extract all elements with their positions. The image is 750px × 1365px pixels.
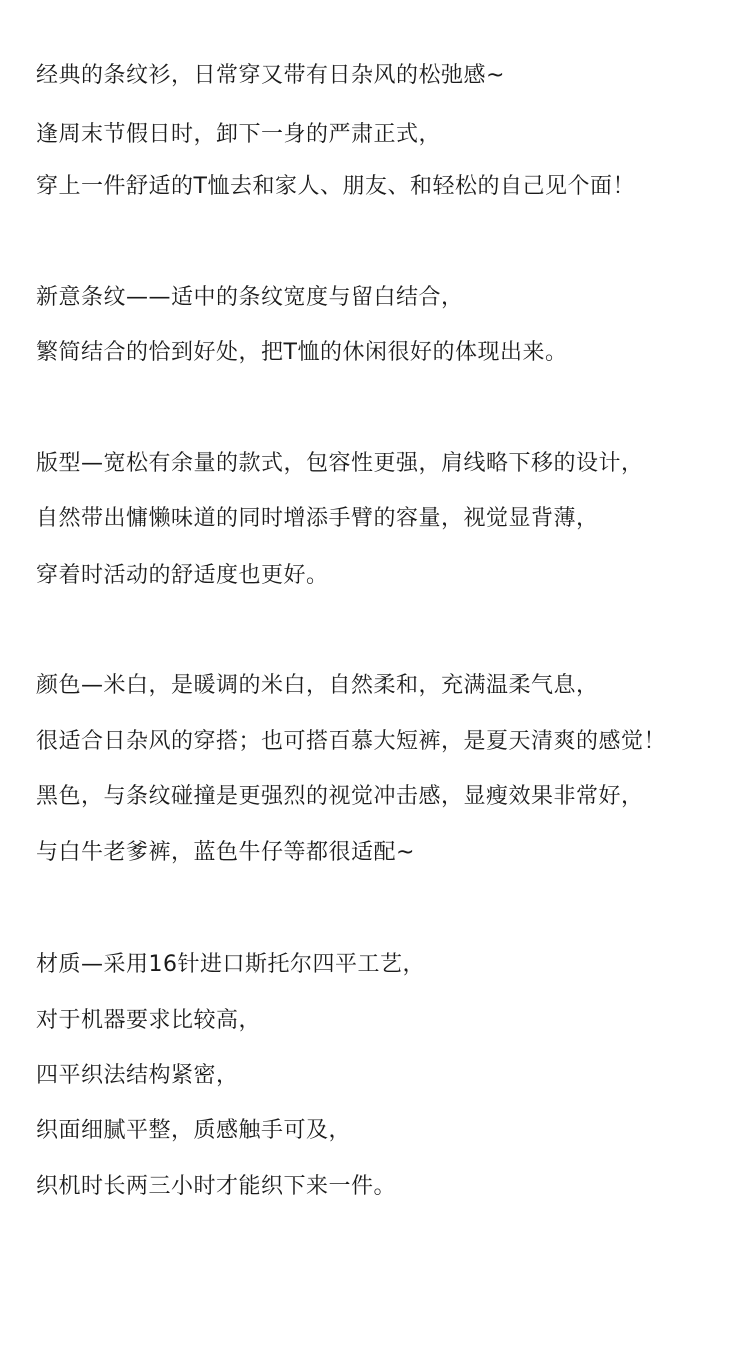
text-line: 穿着时活动的舒适度也更好。: [36, 563, 329, 588]
text-line: 新意条纹——适中的条纹宽度与留白结合，: [36, 285, 464, 310]
text-line: 穿上一件舒适的T恤去和家人、朋友、和轻松的自己见个面！: [36, 174, 635, 199]
text-line: 经典的条纹衫，日常穿又带有日杂风的松弛感~: [36, 63, 505, 88]
text-line: 织机时长两三小时才能织下来一件。: [36, 1174, 397, 1199]
text-line: 对于机器要求比较高，: [36, 1008, 262, 1033]
text-line: 织面细腻平整，质感触手可及，: [36, 1118, 352, 1143]
text-line: 逢周末节假日时，卸下一身的严肃正式，: [36, 122, 442, 147]
text-line: 繁简结合的恰到好处，把T恤的休闲很好的体现出来。: [36, 340, 568, 365]
text-line: 与白牛老爹裤，蓝色牛仔等都很适配~: [36, 840, 415, 865]
text-line: 很适合日杂风的穿搭；也可搭百慕大短裤，是夏天清爽的感觉！: [36, 729, 667, 754]
text-line: 版型—宽松有余量的款式，包容性更强，肩线略下移的设计，: [36, 451, 644, 476]
text-line: 自然带出慵懒味道的同时增添手臂的容量，视觉显背薄，: [36, 506, 599, 531]
text-line: 黑色，与条纹碰撞是更强烈的视觉冲击感，显瘦效果非常好，: [36, 784, 644, 809]
text-line: 材质—采用16针进口斯托尔四平工艺，: [36, 952, 425, 977]
text-line: 颜色—米白，是暖调的米白，自然柔和，充满温柔气息，: [36, 673, 599, 698]
text-line: 四平织法结构紧密，: [36, 1063, 239, 1088]
